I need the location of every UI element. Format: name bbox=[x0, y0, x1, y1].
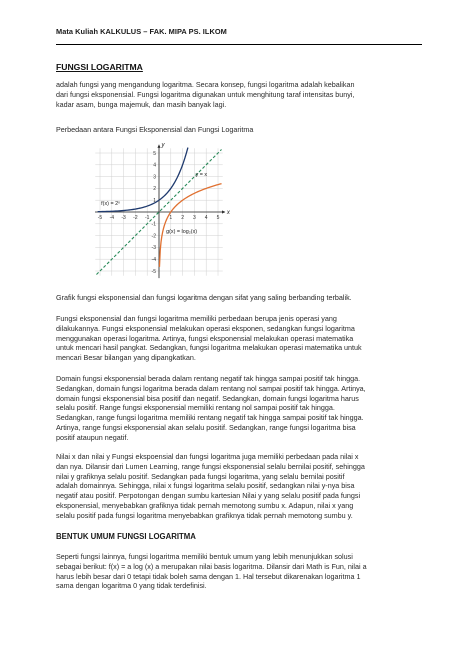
figure-intro: Perbedaan antara Fungsi Eksponensial dan Fungsi Logaritma bbox=[56, 125, 254, 134]
y-tick-label: -3 bbox=[151, 245, 156, 252]
text-line: dan nya. Dilansir dari Lumen Learning, range fungsi eksponensial selalu bernilai positif, sehingga bbox=[56, 461, 365, 471]
x-tick-label: -3 bbox=[121, 215, 126, 221]
x-axis-label: x bbox=[226, 210, 230, 216]
text-line: negatif atau positif. Perpotongan dengan sumbu kartesian Nilai y yang selalu positif pada fungsi bbox=[56, 491, 361, 501]
text-line: positif ataupun negatif. bbox=[56, 432, 129, 442]
text-line: harus lebih besar dari 0 tetapi tidak boleh sama dengan 1. Hal tersebut dikarenakan logaritma 1 bbox=[56, 571, 361, 581]
y-tick-label: 1 bbox=[153, 198, 156, 204]
x-tick-label: 2 bbox=[181, 215, 184, 221]
x-tick-label: 1 bbox=[169, 215, 173, 221]
logarithm-label: g(x) = log₂(x) bbox=[166, 229, 198, 236]
text-line: selalu positif. Range fungsi eksponensial memiliki rentang nol sampai positif tak hingga. bbox=[56, 403, 335, 413]
text-line: sama dengan logaritma 0 yang tidak terdefinisi. bbox=[56, 581, 207, 591]
text-line: Sedangkan, range fungsi logaritma memiliki rentang negatif tak hingga sampai positif tak hingga. bbox=[56, 413, 364, 423]
y-axis-arrow bbox=[157, 145, 160, 148]
text-line: selalu positif pada fungsi logaritma menyebabkan grafiknya tidak pernah memotong sumbu y. bbox=[56, 510, 353, 520]
text-line: menggunakan operasi logaritma. Artinya, fungsi eksponensial melakukan operasi matematika bbox=[56, 333, 354, 343]
section-heading: BENTUK UMUM FUNGSI LOGARITMA bbox=[56, 532, 196, 541]
y-tick-label: -5 bbox=[151, 268, 156, 275]
text-line: mencari Besar bilangan yang dipangkatkan. bbox=[56, 353, 196, 363]
x-axis-arrow bbox=[222, 210, 225, 213]
text-line: Artinya, range fungsi eksponensial akan selalu positif. Sedangkan, range fungsi logaritma bisa bbox=[56, 422, 356, 432]
y-tick-label: -2 bbox=[151, 233, 156, 240]
paragraph-4 bbox=[56, 552, 418, 591]
text-line: sebagai berikut: f(x) = a log (x) a merupakan nilai basis logaritma. Dilansir dari Math is Fun, nilai a bbox=[56, 561, 367, 571]
y-tick-label: 5 bbox=[153, 150, 156, 157]
text-line: untuk mencari hasil pangkat. Sedangkan, fungsi logaritma melakukan operasi matematika untuk bbox=[56, 343, 362, 353]
paragraph-2 bbox=[56, 374, 418, 443]
x-tick-label: -5 bbox=[97, 215, 103, 221]
text-line: Domain fungsi eksponensial berada dalam rentang negatif tak hingga sampai positif tak hingga. bbox=[56, 374, 361, 383]
y-tick-label: 2 bbox=[153, 186, 156, 193]
paragraph-1 bbox=[56, 314, 418, 363]
text-line: eksponensial, menyebabkan grafiknya tidak pernah memotong sumbu x. Adapun, nilai x yang bbox=[56, 500, 354, 510]
page-header: Mata Kuliah KALKULUS – FAK. MIPA PS. ILKOM bbox=[56, 27, 227, 36]
identity-label: y = x bbox=[195, 172, 208, 179]
text-line: Seperti fungsi lainnya, fungsi logaritma memiliki bentuk umum yang lebih menunjukkan solusi bbox=[56, 552, 353, 561]
x-tick-label: -2 bbox=[133, 215, 138, 221]
paragraph-3 bbox=[56, 452, 418, 521]
x-tick-label: 4 bbox=[204, 215, 208, 221]
x-tick-label: 5 bbox=[216, 215, 220, 221]
text-line: Fungsi eksponensial dan fungsi logaritma memiliki perbedaan berupa jenis operasi yang bbox=[56, 314, 337, 323]
x-tick-label: -1 bbox=[144, 215, 150, 221]
text-line: adalah domainnya. Sehingga, nilai x fungsi logaritma selalu positif, sedangkan nilai y-nya bisa bbox=[56, 481, 355, 491]
y-axis-label: y bbox=[161, 142, 165, 149]
text-line: Sedangkan, domain fungsi logaritma berada dalam rentang nol sampai positif tak hingga. Artinya, bbox=[56, 383, 366, 393]
y-tick-label: -4 bbox=[151, 257, 156, 263]
text-line: Nilai x dan nilai y Fungsi ekspoensial dan fungsi logaritma juga memiliki perbedaan pada nilai x bbox=[56, 452, 359, 461]
text-line: adalah fungsi yang mengandung logaritma. Secara konsep, fungsi logaritma adalah kebalikan bbox=[56, 80, 355, 89]
text-line: domain fungsi eksponensial bisa positif dan negatif. Sedangkan, domain fungsi logaritma harus bbox=[56, 393, 359, 403]
text-line: nilai y grafiknya selalu positif. Sedangkan pada fungsi logaritma, yang selalu bernilai positif bbox=[56, 471, 345, 481]
intro-paragraph bbox=[56, 80, 418, 109]
text-line: dilakukannya. Fungsi eksponensial melakukan operasi eksponen, sedangkan fungsi logaritma bbox=[56, 323, 355, 333]
text-line: dari fungsi eksponensial. Fungsi logaritma digunakan untuk menghitung taraf intensitas bunyi, bbox=[56, 89, 355, 99]
logarithm-curve bbox=[159, 184, 221, 267]
exponential-label: f(x) = 2ˣ bbox=[101, 200, 120, 207]
y-tick-label: -1 bbox=[151, 221, 156, 228]
x-tick-label: -4 bbox=[109, 215, 115, 221]
log-exp-graph bbox=[95, 142, 235, 280]
y-tick-label: 4 bbox=[153, 162, 156, 169]
page-title: FUNGSI LOGARITMA bbox=[56, 62, 143, 72]
text-line: kadar asam, bunga majemuk, dan masih banyak lagi. bbox=[56, 99, 227, 109]
x-tick-label: 3 bbox=[193, 215, 196, 221]
header-rule bbox=[56, 44, 422, 45]
y-tick-label: 3 bbox=[153, 174, 156, 181]
figure-caption: Grafik fungsi eksponensial dan fungsi logaritma dengan sifat yang saling berbanding terbalik. bbox=[56, 293, 352, 302]
